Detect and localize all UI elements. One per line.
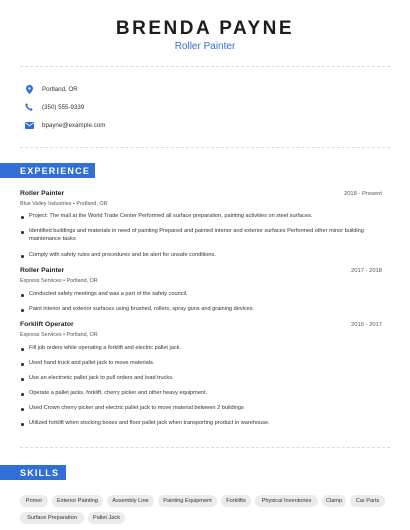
divider [20, 447, 390, 448]
job-location: Portland, OR [66, 278, 98, 284]
contact-email[interactable] [24, 119, 105, 131]
skill-chip: Surface Preparation [20, 512, 84, 524]
resume-name: BRENDA PAYNE [115, 18, 295, 39]
job-company-name: Express Services [20, 278, 62, 284]
map-pin-icon [24, 84, 34, 94]
section-experience-heading: EXPERIENCE [0, 163, 95, 178]
job-bullet: Fill job orders while operating a forklift and electric pallet jack. [21, 345, 371, 353]
job-bullet: Use an electronic pallet jack to pull orders and load trucks. [21, 375, 371, 383]
section-skills-heading: SKILLS [0, 465, 66, 480]
skill-chip: Primer [20, 495, 48, 507]
resume-title: Roller Painter [174, 41, 236, 52]
job-company-name: Express Services [20, 332, 62, 338]
skill-chip: Car Parts [350, 495, 385, 507]
job-company: Express Services • Portland, OR [20, 278, 98, 284]
job-title: Roller Painter [20, 190, 65, 197]
job-bullet: Paint interior and exterior surfaces using brushed, rollers, spray guns and graining devices. [21, 306, 371, 314]
job-bullet: Project: The mall at the World Trade Center Performed all surface preparation, painting activities on steel surfaces. [21, 213, 371, 221]
job-title: Forklift Operator [20, 321, 74, 328]
job-company: Express Services • Portland, OR [20, 332, 98, 338]
skill-chip: Physical Inventories [255, 495, 318, 507]
job-location: Portland, OR [66, 332, 98, 338]
contact-location-text: Portland, OR [42, 85, 78, 93]
job-bullet: Operate a pallet jacks, forklift, cherry picker and other heavy equipment. [21, 390, 371, 398]
job-bullet: Utilized forklift when stocking boxes and floor pallet jack when transporting product in warehouse. [21, 420, 371, 428]
job-dates: 2018 - Present [343, 191, 382, 197]
skill-chip: Exterior Painting [52, 495, 103, 507]
job-bullet: Conducted safety meetings and was a part of the safety council. [21, 291, 371, 299]
job-bullet: Used Crown cherry picker and electric pallet jack to move material between 2 buildings [21, 405, 371, 413]
contact-phone [24, 101, 84, 113]
skill-chip: Clamp [322, 495, 346, 507]
job-bullet: Comply with safety rules and procedures and be alert for unsafe conditions. [21, 252, 371, 260]
job-company-name: Blue Valley Industries [20, 201, 72, 207]
skill-chip: Assembly Line [107, 495, 154, 507]
envelope-icon [24, 120, 34, 130]
job-title: Roller Painter [20, 267, 65, 274]
phone-icon [24, 102, 34, 112]
divider [20, 66, 390, 67]
skill-chip: Painting Equipment [158, 495, 217, 507]
divider [20, 147, 390, 148]
skill-chip: Forklifts [221, 495, 251, 507]
contact-phone-text: (350) 555-9339 [42, 103, 85, 111]
job-dates: 2017 - 2018 [351, 268, 382, 274]
job-bullet: Used hand truck and pallet jack to move materials. [21, 360, 371, 368]
contact-email-text[interactable]: bpayne@example.com [42, 121, 106, 129]
skill-chip: Pallet Jack [88, 512, 125, 524]
job-company: Blue Valley Industries • Portland, OR [20, 201, 108, 207]
job-dates: 2015 - 2017 [351, 322, 382, 328]
job-location: Portland, OR [76, 201, 108, 207]
contact-location [24, 83, 78, 95]
job-bullet: Identified buildings and materials in need of painting Prepared and painted interior and exterior surfaces Performed other minor building maintenance tasks [21, 228, 371, 243]
